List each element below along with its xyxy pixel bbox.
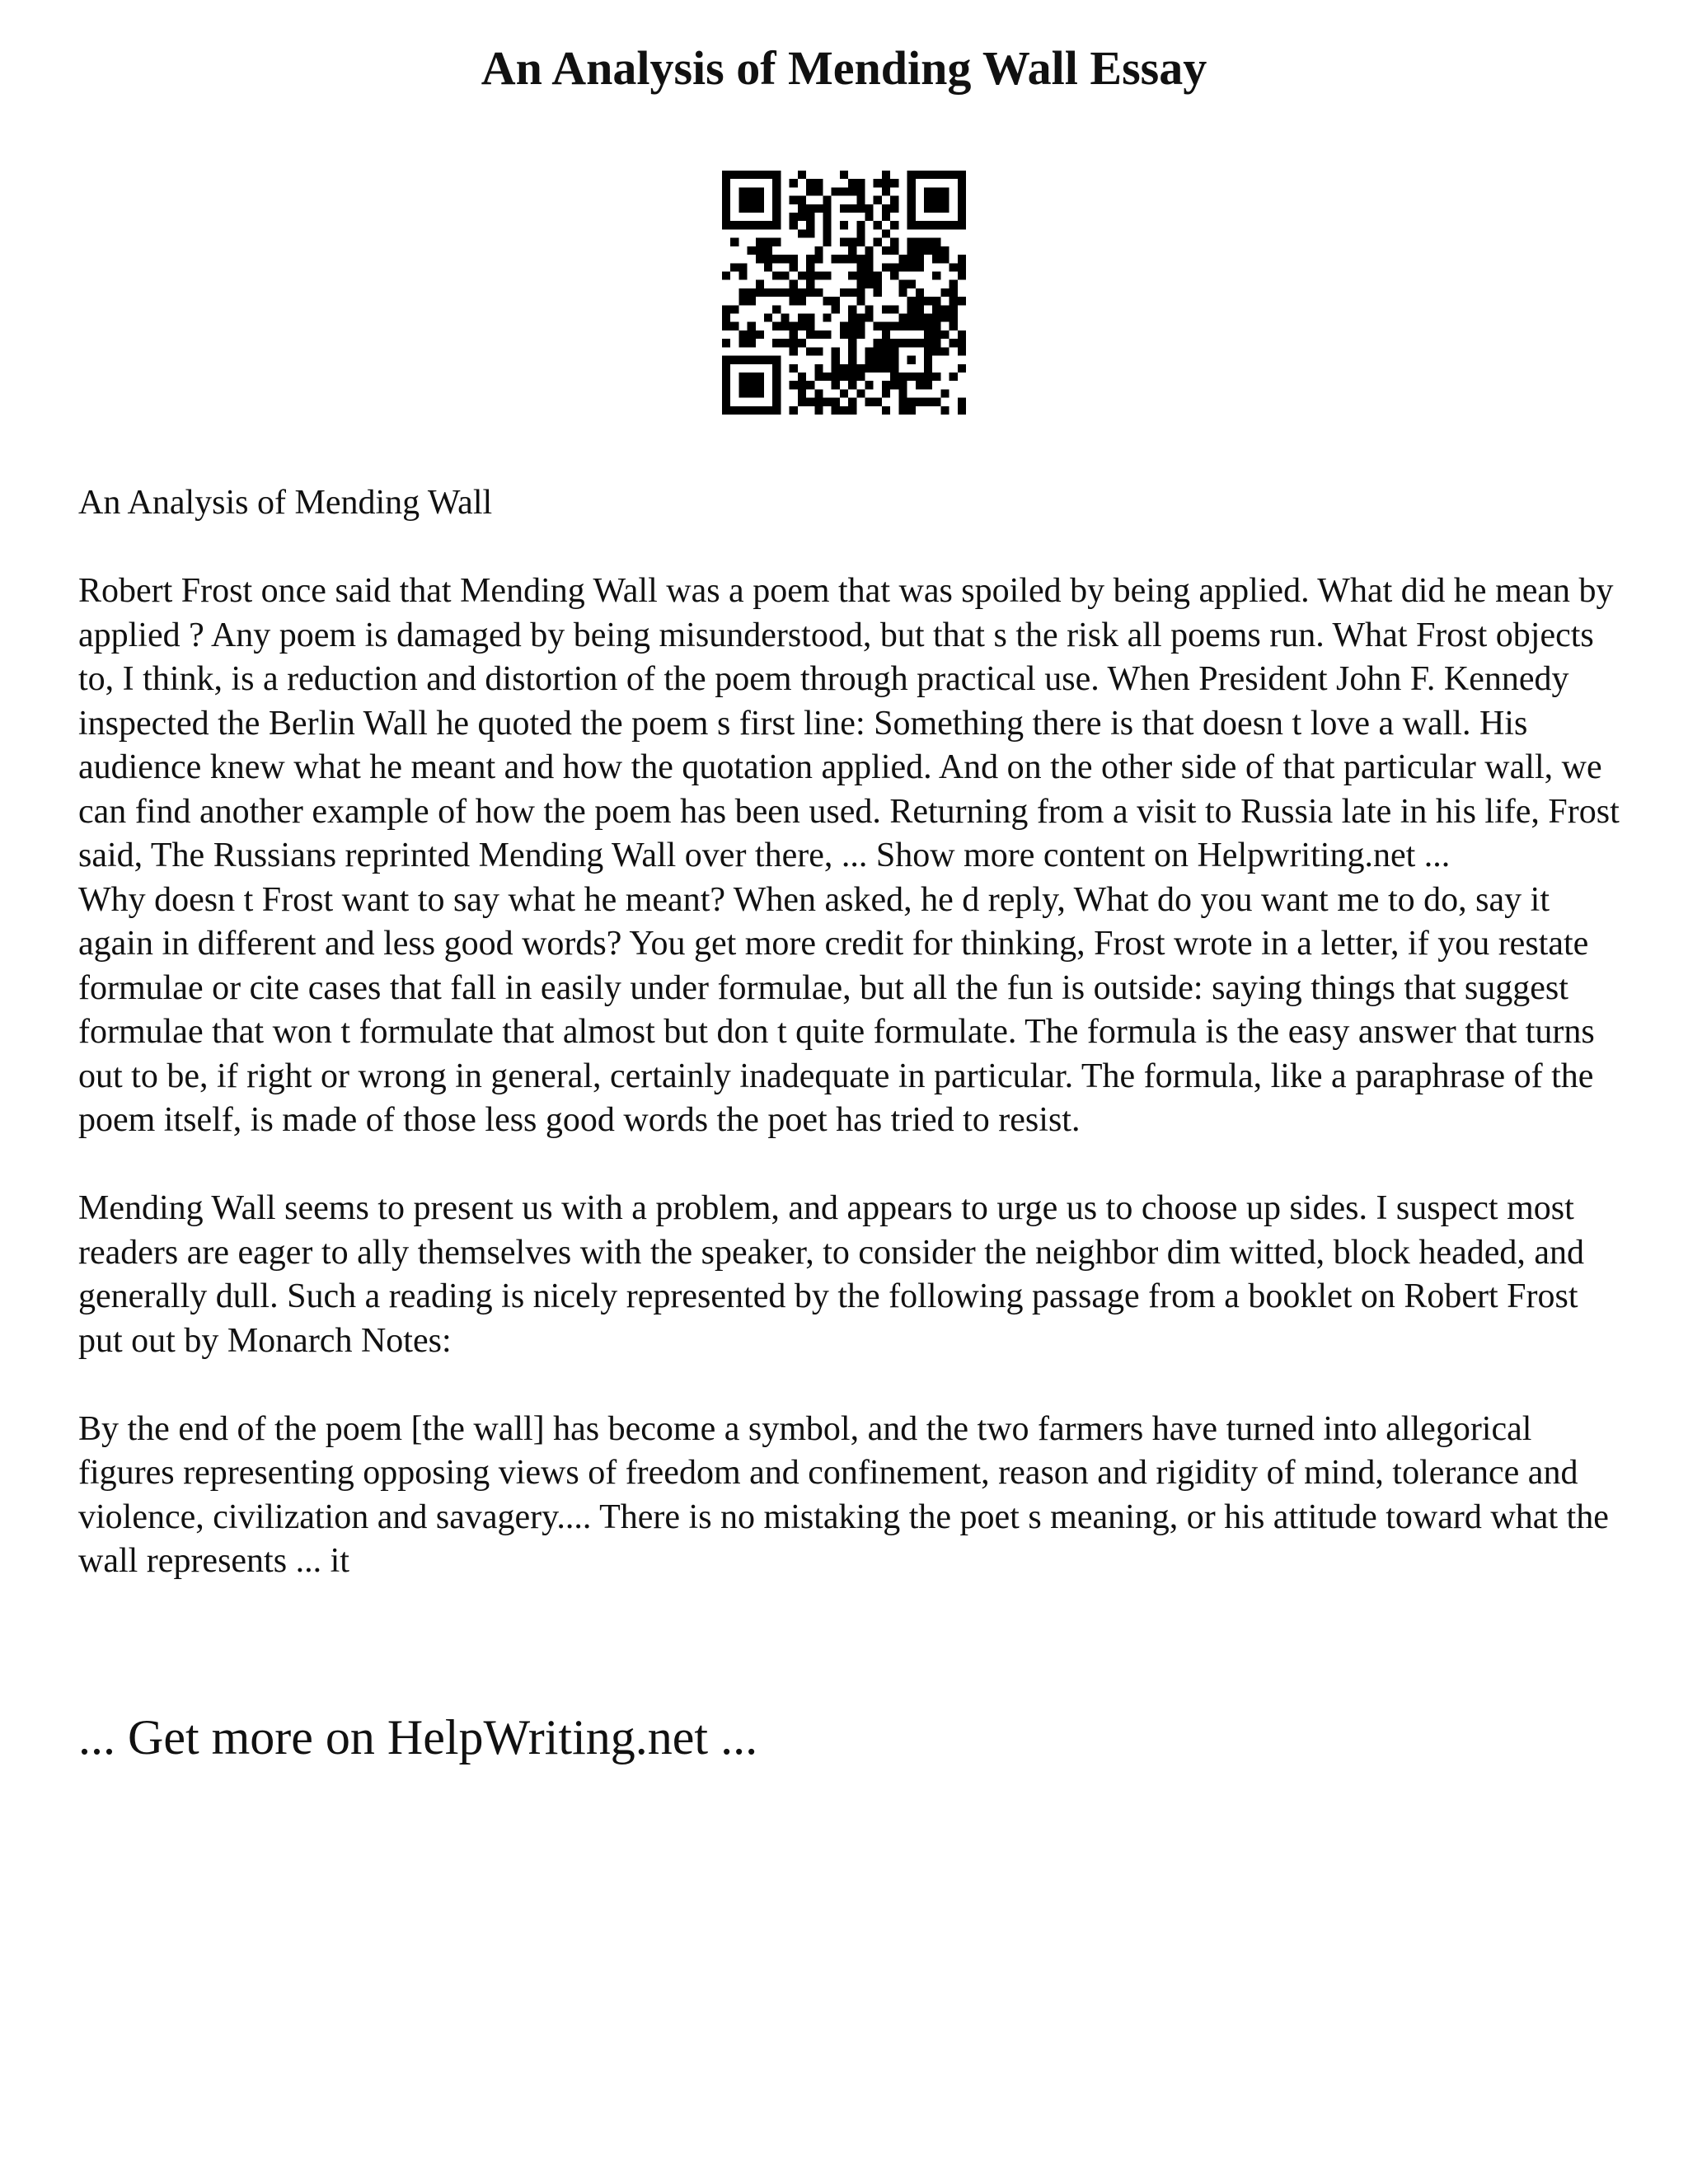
paragraph-intro: Robert Frost once said that Mending Wall was a poem that was spoiled by being applied. What did he mean by applied ? Any poem is damaged by being misunderstood, but that s the risk all poems run. What Frost objects to, I think, is a reduction and distortion of the poem through practical use. When President John F. Kennedy inspected the Berlin Wall he quoted the poem s first line: Something there is that doesn t love a wall. His audience knew what he meant and how the quotation applied. And on the other side of that particular wall, we can find another example of how the poem has been used. Returning from a visit to Russia late in his life, Frost said, The Russians reprinted Mending Wall over there, ... Show more content on Helpwriting.net ... [78,572,1620,874]
paragraph-quotation: By the end of the poem [the wall] has become a symbol, and the two farmers have turned into allegorical figures representing opposing views of freedom and confinement, reason and rigidity of mind, tolerance and violence, civilization and savagery.... There is no mistaking the poet s meaning, or his attitude toward what the wall represents ... it [78,1409,1609,1580]
document-body [78,481,1628,1584]
qr-code-icon [722,171,966,415]
section-heading: An Analysis of Mending Wall [78,484,493,522]
get-more-link[interactable]: ... Get more on HelpWriting.net ... [78,1710,758,1765]
document-title: An Analysis of Mending Wall Essay [481,41,1207,95]
paragraph-problem: Mending Wall seems to present us with a problem, and appears to urge us to choose up sides. I suspect most readers are eager to ally themselves with the speaker, to consider the neighbor dim witted, block headed, and generally dull. Such a reading is nicely represented by the following passage from a booklet on Robert Frost put out by Monarch Notes: [78,1189,1584,1360]
paragraph-formula: Why doesn t Frost want to say what he meant? When asked, he d reply, What do you want me to do, say it again in different and less good words? You get more credit for thinking, Frost wrote in a letter, if you restate formulae or cite cases that fall in easily under formulae, but all the fun is outside: saying things that suggest formulae that won t formulate that almost but don t quite formulate. The formula is the easy answer that turns out to be, if right or wrong in general, certainly inadequate in particular. The formula, like a paraphrase of the poem itself, is made of those less good words the poet has tried to resist. [78,880,1595,1139]
